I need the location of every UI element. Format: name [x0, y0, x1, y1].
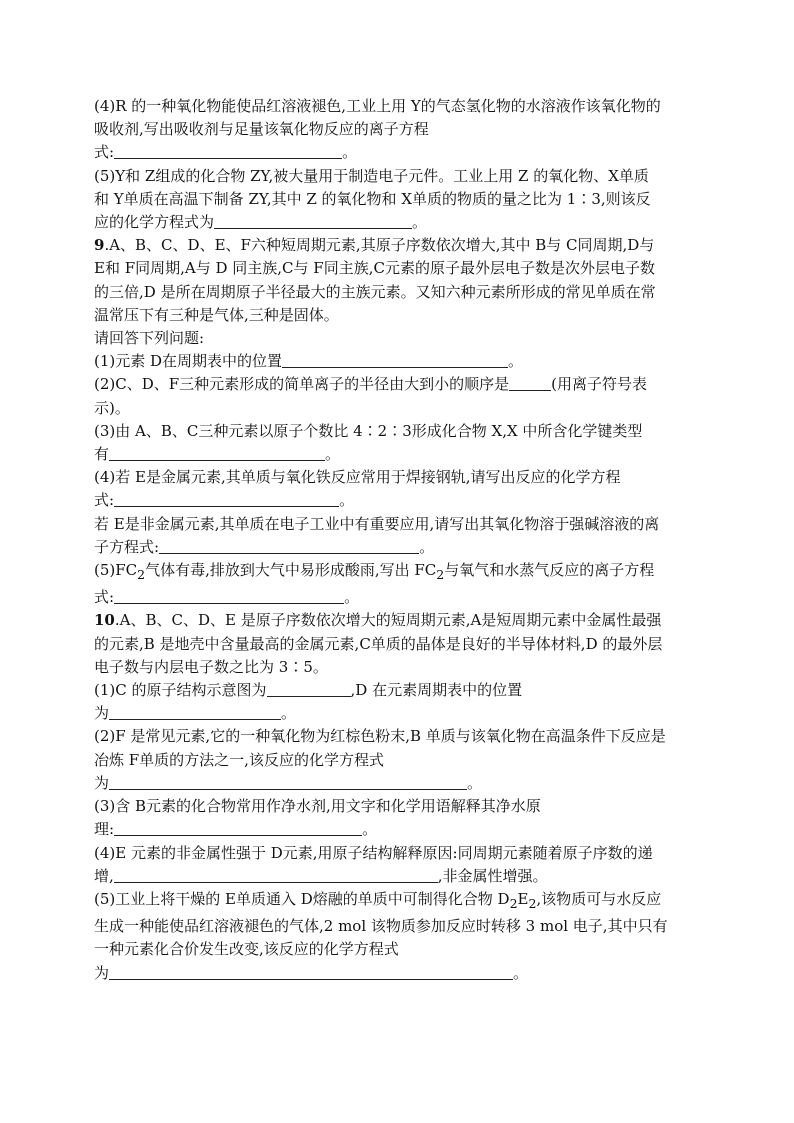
question-text: ,该物质可与水反应 — [536, 889, 662, 908]
answer-blank[interactable] — [109, 446, 325, 461]
q10-part4-line1: (4)E 元素的非金属性强于 D元素,用原子结构解释原因:同周期元素随着原子序数的递 — [94, 843, 653, 862]
q9-part2-line2: 示)。 — [94, 398, 130, 417]
answer-suffix: 。 — [281, 704, 297, 723]
question-text: 与氧气和水蒸气反应的离子方程 — [444, 561, 655, 580]
question-text: (2)C、D、F三种元素形成的简单离子的半径由大到小的顺序是 — [94, 375, 510, 394]
subscript: 2 — [528, 895, 537, 911]
answer-blank[interactable] — [114, 821, 362, 836]
q9-stem-text: .A、B、C、D、E、F六种短周期元素,其原子序数依次增大,其中 B与 C同周期,D与 — [104, 236, 655, 255]
subscript: 2 — [436, 567, 445, 583]
answer-suffix: 。 — [342, 143, 358, 162]
answer-prefix: 为 — [94, 704, 110, 723]
q10-stem-line3: 电子数与内层电子数之比为 3∶5。 — [94, 657, 328, 676]
q9-part3-answer-line — [94, 443, 702, 466]
question-text: (1)元素 D在周期表中的位置 — [94, 352, 283, 371]
question-text: (用离子符号表 — [551, 375, 648, 394]
q9-part4b-line1: 若 E是非金属元素,其单质在电子工业中有重要应用,请写出其氧化物溶于强碱溶液的离 — [94, 514, 660, 533]
answer-blank[interactable] — [109, 775, 467, 790]
q9-stem-line3: 的三倍,D 是所在周期原子半径最大的主族元素。又知六种元素所形成的常见单质在常 — [94, 282, 656, 301]
q9-part4b-answer-line — [94, 536, 702, 559]
answer-prefix: 有 — [94, 445, 110, 464]
q8-part5-line2: 和 Y单质在高温下制备 ZY,其中 Z 的氧化物和 X单质的物质的量之比为 1∶3,则该反 — [94, 189, 651, 208]
q9-part4-line1: (4)若 E是金属元素,其单质与氧化铁反应常用于焊接钢轨,请写出反应的化学方程 — [94, 468, 621, 487]
question-text: (1)C 的原子结构示意图为 — [94, 681, 267, 700]
answer-blank[interactable] — [509, 376, 551, 391]
answer-prefix: 式: — [94, 588, 115, 607]
q8-part4-answer-line — [94, 141, 702, 164]
q10-stem-text: .A、B、C、D、E 是原子序数依次增大的短周期元素,A是短周期元素中金属性最强 — [114, 611, 662, 630]
answer-blank[interactable] — [109, 705, 281, 720]
question-text: ,D 在元素周期表中的位置 — [350, 681, 523, 700]
question-text: E — [517, 889, 529, 908]
q10-part4-answer-line — [94, 865, 702, 888]
answer-suffix: 。 — [339, 491, 355, 510]
q10-part2-line2: 冶炼 F单质的方法之一,该反应的化学方程式 — [94, 750, 384, 769]
subscript: 2 — [137, 567, 146, 583]
question-number: 9 — [94, 236, 105, 255]
question-text: (5)工业上将干燥的 E单质通入 D熔融的单质中可制得化合物 D — [94, 889, 510, 908]
q9-part1 — [94, 350, 702, 373]
q8-part5-line1: (5)Y和 Z组成的化合物 ZY,被大量用于制造电子元件。工业上用 Z 的氧化物、X单质 — [94, 166, 649, 185]
answer-prefix: 理: — [94, 820, 115, 839]
answer-blank[interactable] — [109, 965, 513, 980]
answer-suffix: 。 — [412, 213, 428, 232]
answer-suffix: 。 — [344, 588, 360, 607]
q9-stem-line4: 温常压下有三种是气体,三种是固体。 — [94, 305, 339, 324]
answer-blank[interactable] — [282, 353, 508, 368]
q9-part3-line1: (3)由 A、B、C三种元素以原子个数比 4∶2∶3形成化合物 X,X 中所含化学键类型 — [94, 421, 643, 440]
subscript: 2 — [509, 895, 518, 911]
answer-suffix: 。 — [362, 820, 378, 839]
answer-prefix: 子方程式: — [94, 537, 160, 556]
question-number: 10 — [94, 611, 115, 630]
answer-suffix: 。 — [467, 773, 483, 792]
answer-suffix: 。 — [419, 537, 435, 556]
q10-part3-line1: (3)含 B元素的化合物常用作净水剂,用文字和化学用语解释其净水原 — [94, 797, 541, 816]
q10-part5-line1 — [94, 888, 702, 915]
answer-prefix: 增, — [94, 866, 114, 885]
answer-blank[interactable] — [214, 214, 412, 229]
q10-stem-line2: 的元素,B 是地壳中含量最高的金属元素,C单质的晶体是良好的半导体材料,D 的最外层 — [94, 634, 663, 653]
q10-part5-line3: 一种元素化合价发生改变,该反应的化学方程式 — [94, 940, 399, 959]
q10-part5-answer-line — [94, 962, 702, 985]
q9-part5-answer-line — [94, 586, 702, 609]
q8-part4-line2: 吸收剂,写出吸收剂与足量该氧化物反应的离子方程 — [94, 120, 429, 139]
answer-blank[interactable] — [114, 589, 344, 604]
document-page — [94, 95, 702, 985]
answer-blank[interactable] — [114, 492, 339, 507]
answer-suffix: 。 — [513, 963, 529, 982]
answer-blank[interactable] — [267, 682, 351, 697]
q10-part5-line2: 生成一种能使品红溶液褪色的气体,2 mol 该物质参加反应时转移 3 mol 电子,其中只有 — [94, 917, 668, 936]
q9-stem-line2: E和 F同周期,A与 D 同主族,C与 F同主族,C元素的原子最外层电子数是次外层电子数 — [94, 259, 655, 278]
q10-part2-line1: (2)F 是常见元素,它的一种氧化物为红棕色粉末,B 单质与该氧化物在高温条件下反应是 — [94, 727, 666, 746]
question-text: 气体有毒,排放到大气中易形成酸雨,写出 FC — [145, 561, 437, 580]
answer-prefix: 为 — [94, 773, 110, 792]
answer-prefix: 为 — [94, 963, 110, 982]
answer-blank[interactable] — [114, 868, 438, 883]
q10-part1 — [94, 679, 702, 702]
answer-blank[interactable] — [159, 539, 419, 554]
q10-part1-answer-line — [94, 702, 702, 725]
answer-prefix: 式: — [94, 491, 115, 510]
answer-suffix: 。 — [508, 352, 524, 371]
q9-part5-line1 — [94, 559, 702, 586]
q9-prompt: 请回答下列问题: — [94, 329, 205, 348]
q9-stem-line1 — [94, 234, 702, 257]
answer-suffix: 。 — [325, 445, 341, 464]
answer-prefix: 式: — [94, 143, 115, 162]
answer-prefix: 应的化学方程式为 — [94, 213, 215, 232]
q9-part2 — [94, 373, 702, 396]
answer-blank[interactable] — [114, 144, 342, 159]
q10-part2-answer-line — [94, 772, 702, 795]
q8-part4-line1: (4)R 的一种氧化物能使品红溶液褪色,工业上用 Y的气态氢化物的水溶液作该氧化物的 — [94, 97, 661, 115]
q10-part3-answer-line — [94, 818, 702, 841]
q10-stem-line1 — [94, 609, 702, 632]
q8-part5-answer-line — [94, 211, 702, 234]
q9-part4-answer-line — [94, 489, 702, 512]
answer-suffix: ,非金属性增强。 — [437, 866, 548, 885]
question-text: (5)FC — [94, 561, 138, 580]
